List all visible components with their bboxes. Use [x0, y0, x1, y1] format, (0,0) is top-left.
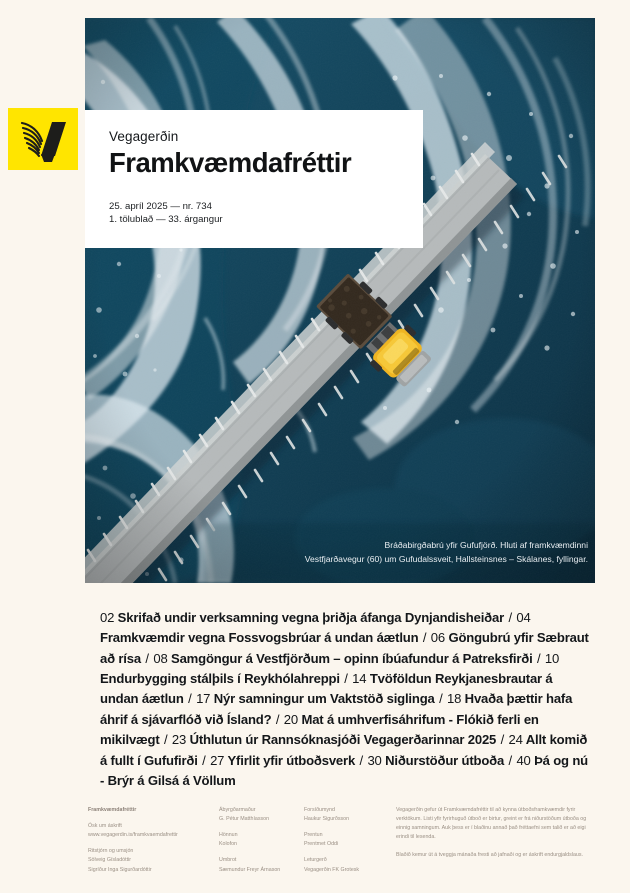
toc-separator: / — [272, 711, 283, 727]
issue-number: 1. tölublað — 33. árgangur — [109, 214, 223, 226]
toc-entry-page[interactable]: 17 — [196, 691, 211, 707]
toc-separator: / — [198, 752, 210, 768]
design-name: Kolofon — [219, 841, 237, 848]
caption-line-2: Vestfjarðavegur (60) um Gufudalssveit, Hallsteinsnes – Skálanes, fyllingar. — [304, 554, 588, 565]
publisher-name: Vegagerðin — [109, 129, 179, 144]
toc-entry-page[interactable]: 04 — [516, 610, 531, 625]
colophon-column-credits-a — [219, 806, 304, 875]
caption-line-1: Bráðabirgðabrú yfir Gufufjörð. Hluti af framkvæmdinni — [384, 540, 588, 550]
toc-separator: / — [505, 610, 516, 625]
typeface-name: Vegagerðin FK Grotesk — [304, 866, 360, 873]
toc-separator: / — [141, 650, 153, 666]
subscribe-url[interactable]: www.vegagerdin.is/framkvaemdafrettir — [88, 832, 178, 839]
toc-entry-page[interactable]: 14 — [352, 671, 367, 687]
editor-name-1: Sölveig Gísladóttir — [88, 857, 131, 864]
responsible-name: G. Pétur Matthíasson — [219, 816, 270, 823]
vegagerdin-logo — [8, 108, 78, 170]
toc-entry-page[interactable]: 02 — [100, 610, 115, 625]
toc-entry-title[interactable]: Göngubrú yfir Sæbraut að rísa — [100, 630, 589, 666]
toc-separator: / — [419, 630, 430, 646]
editor-name-2: Sigríður Inga Sigurðardóttir — [88, 866, 152, 873]
toc-entry-page[interactable]: 23 — [171, 732, 187, 748]
toc-entry-page[interactable]: 18 — [447, 691, 462, 707]
toc-entry-page[interactable]: 24 — [508, 732, 523, 748]
toc-entry-title[interactable]: Samgöngur á Vestfjörðum – opinn íbúafundur á Patreksfirði — [167, 650, 533, 666]
toc-separator: / — [533, 650, 544, 666]
about-paragraph-2: Blaðið kemur út á tveggja mánaða fresti að jafnaði og er áskrift endurgjaldslaus. — [396, 852, 583, 859]
toc-entry-title[interactable]: Tvöföldun Reykjanesbrautar á undan áætlun — [100, 671, 553, 707]
editors-label: Ritstjórn og umsjón — [88, 848, 134, 855]
table-of-contents — [100, 608, 592, 791]
toc-entry-page[interactable]: 08 — [153, 650, 168, 666]
responsible-label: Ábyrgðarmaður — [219, 807, 256, 813]
toc-separator: / — [505, 752, 516, 768]
colophon-column-credits-b — [304, 806, 396, 875]
toc-separator: / — [160, 732, 171, 748]
toc-entry-title[interactable]: Mat á umhverfisáhrifum - Flókið ferli en mikilvægt — [100, 711, 539, 748]
masthead-card — [85, 110, 423, 248]
colophon — [88, 806, 593, 875]
printing-label: Prentun — [304, 832, 323, 839]
toc-entry-page[interactable]: 40 — [516, 752, 531, 768]
toc-entry-title[interactable]: Hvaða þættir hafa áhrif á sjávarflóð við Ísland? — [100, 691, 573, 727]
toc-entry-page[interactable]: 30 — [367, 752, 382, 768]
colophon-heading: Framkvæmdafréttir — [88, 807, 137, 813]
toc-entry-title[interactable]: Endurbygging stálþils í Reykhólahreppi — [100, 671, 340, 687]
layout-name: Sæmundur Freyr Árnason — [219, 866, 281, 873]
toc-entry-title[interactable]: Yfirlit yfir útboðsverk — [224, 752, 356, 768]
toc-entry-title[interactable]: Úthlutun úr Rannsóknasjóði Vegagerðarinnar 2025 — [186, 732, 497, 748]
about-paragraph-1: Vegagerðin gefur út Framkvæmdafréttir til að kynna útboðsframkvæmdir fyrir verktökum. Listi yfir fyrirhuguð útboð er birtur, greint er frá niðurstöðum útboða og einnig samningum. Auk þess er í blaðinu annað það fréttaefni sem talið er að eigi erindi til lesenda. — [396, 807, 587, 841]
cover-photo-label: Forsíðumynd — [304, 807, 335, 813]
cover-photo-caption — [230, 538, 588, 566]
toc-separator: / — [184, 691, 196, 707]
printing-name: Prentmet Oddi — [304, 841, 339, 848]
layout-label: Umbrot — [219, 857, 237, 864]
typeface-label: Leturgerð — [304, 857, 327, 864]
toc-entry-page[interactable]: 06 — [430, 630, 446, 646]
toc-separator: / — [435, 691, 446, 707]
toc-entry-title[interactable]: Nýr samningur um Vaktstöð siglinga — [210, 691, 435, 707]
colophon-column-about — [396, 806, 593, 875]
toc-entry-title[interactable]: Skrifað undir verksamning vegna þriðja áfanga Dynjandisheiðar — [114, 610, 504, 625]
subscribe-label: Ósk um áskrift — [88, 823, 122, 830]
toc-separator: / — [356, 752, 367, 768]
toc-entry-title[interactable]: Allt komið á fullt í Gufufirði — [100, 732, 588, 768]
issue-meta — [109, 200, 399, 227]
toc-entry-title[interactable]: Þá og nú - Brýr á Gilsá á Völlum — [100, 752, 588, 788]
design-label: Hönnun — [219, 832, 238, 839]
issue-date: 25. apríl 2025 — nr. 734 — [109, 200, 212, 212]
toc-entry-page[interactable]: 20 — [283, 711, 299, 727]
toc-separator: / — [340, 671, 352, 687]
toc-entry-page[interactable]: 27 — [210, 752, 225, 768]
cover-photo — [85, 18, 595, 583]
cover-photo-credit: Haukur Sigurðsson — [304, 816, 350, 823]
colophon-column-publication — [88, 806, 219, 875]
toc-separator: / — [497, 732, 508, 748]
page-title: Framkvæmdafréttir — [109, 147, 352, 178]
toc-entry-title[interactable]: Niðurstöður útboða — [381, 752, 505, 768]
toc-entry-page[interactable]: 10 — [544, 650, 560, 666]
toc-entry-title[interactable]: Framkvæmdir vegna Fossvogsbrúar á undan áætlun — [100, 630, 419, 646]
